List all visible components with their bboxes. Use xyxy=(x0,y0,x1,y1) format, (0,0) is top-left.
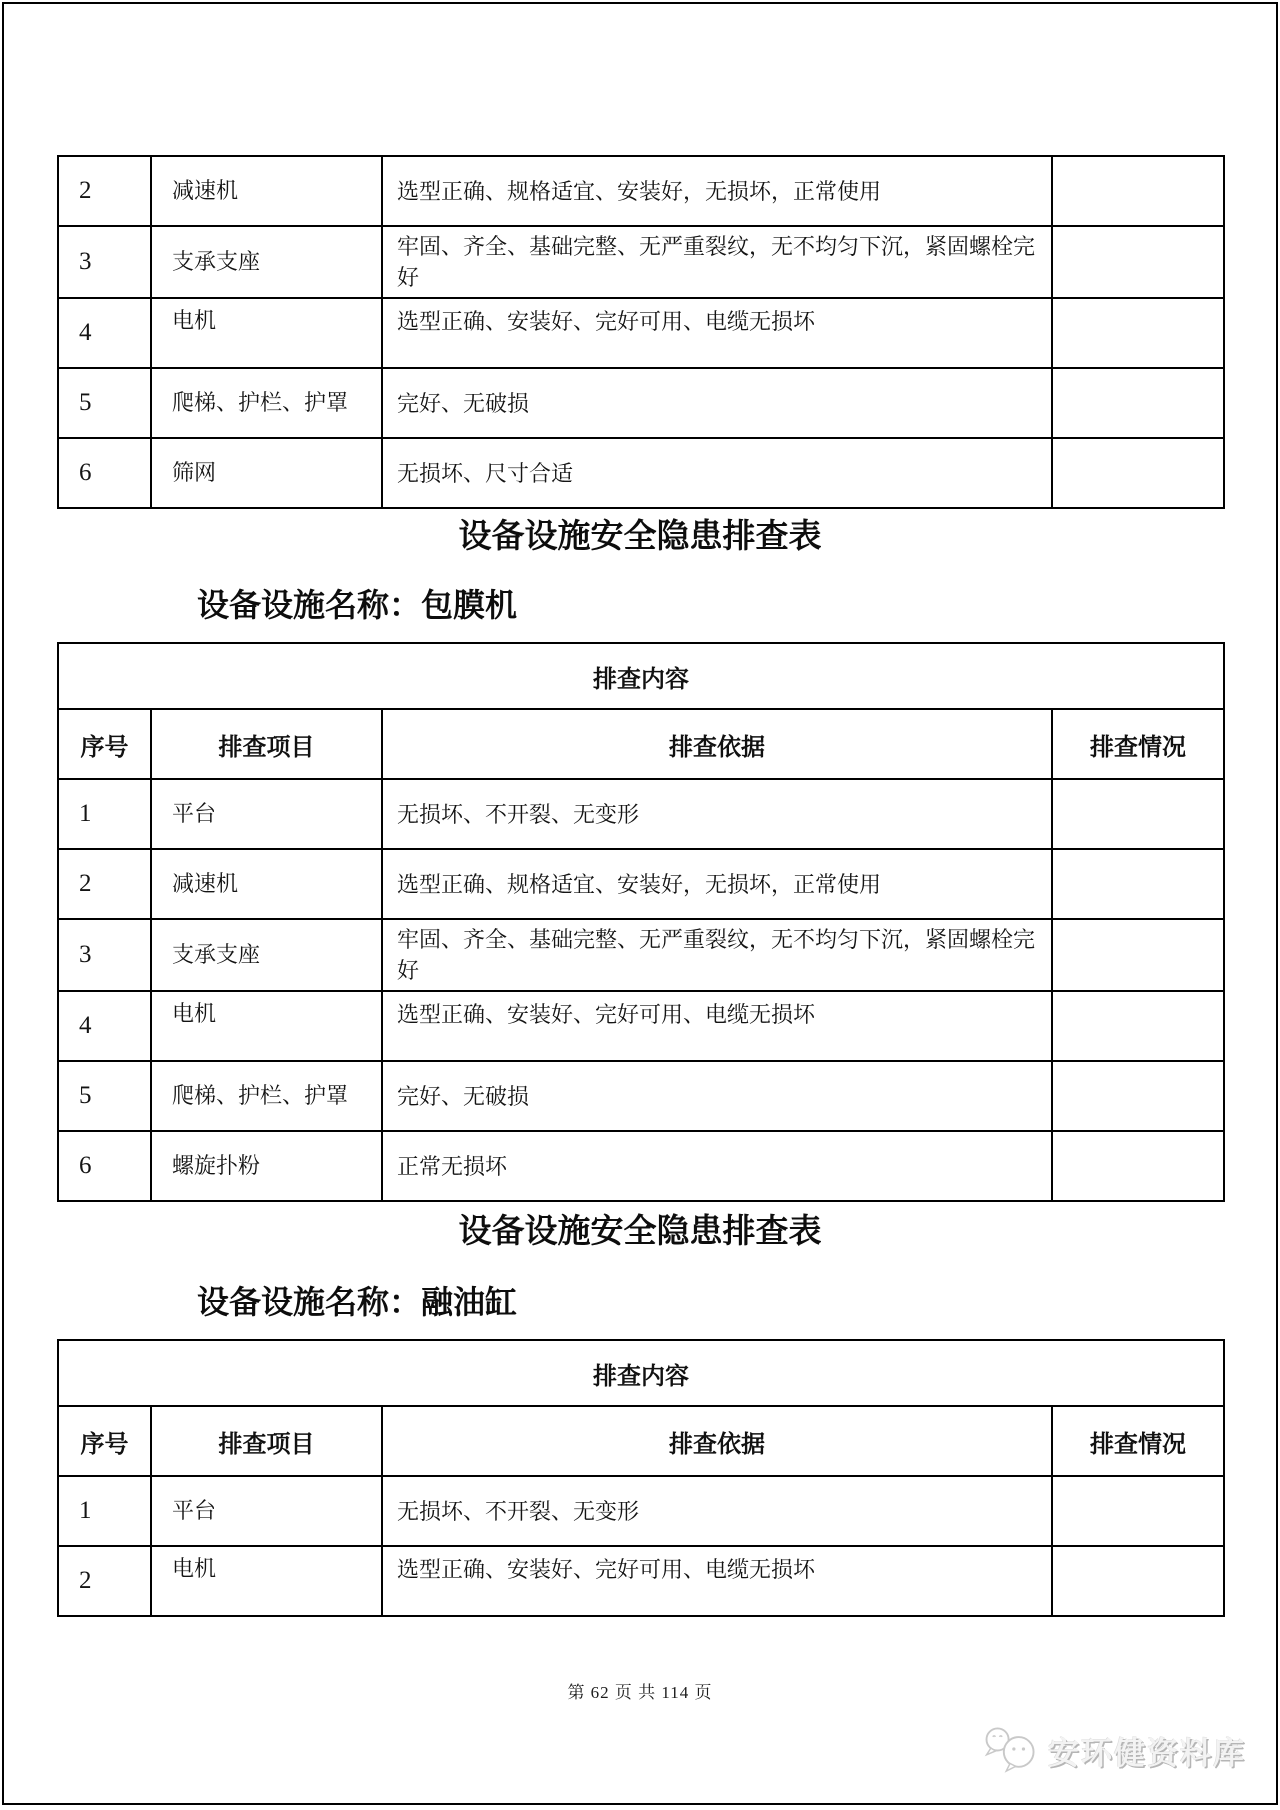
device-name: 设备设施名称：融油缸 xyxy=(197,1284,518,1320)
watermark xyxy=(982,1726,1246,1774)
row-no-cell: 5 xyxy=(58,1061,151,1131)
table-row xyxy=(58,849,1224,919)
col-header-item: 排查项目 xyxy=(151,709,382,779)
col-header-basis: 排查依据 xyxy=(382,709,1052,779)
status-cell xyxy=(1052,368,1224,438)
table-row xyxy=(58,438,1224,508)
content-header: 排查内容 xyxy=(58,1340,1224,1406)
row-no-cell: 2 xyxy=(58,849,151,919)
row-no-cell: 6 xyxy=(58,1131,151,1201)
table-row xyxy=(58,919,1224,991)
row-no-cell: 2 xyxy=(58,156,151,226)
status-cell xyxy=(1052,226,1224,298)
table-row xyxy=(58,368,1224,438)
wechat-icon xyxy=(982,1726,1040,1774)
item-cell: 爬梯、护栏、护罩 xyxy=(151,1061,382,1131)
table-row xyxy=(58,991,1224,1061)
table-title: 设备设施安全隐患排查表 xyxy=(458,519,822,555)
table-row xyxy=(58,1476,1224,1546)
status-cell xyxy=(1052,298,1224,368)
col-header-basis: 排查依据 xyxy=(382,1406,1052,1476)
item-cell: 支承支座 xyxy=(151,919,382,991)
basis-cell: 牢固、齐全、基础完整、无严重裂纹，无不均匀下沉，紧固螺栓完好 xyxy=(382,226,1052,298)
watermark-text: 安环健资料库 xyxy=(1048,1735,1246,1771)
basis-cell: 无损坏、不开裂、无变形 xyxy=(382,779,1052,849)
basis-cell: 选型正确、规格适宜、安装好，无损坏，正常使用 xyxy=(382,849,1052,919)
inspection-table-rongyougang xyxy=(57,1339,1225,1617)
table-row xyxy=(58,298,1224,368)
row-no-cell: 2 xyxy=(58,1546,151,1616)
item-cell: 平台 xyxy=(151,779,382,849)
table-row xyxy=(58,156,1224,226)
status-cell xyxy=(1052,1061,1224,1131)
row-no-cell: 3 xyxy=(58,226,151,298)
inspection-table-continuation xyxy=(57,155,1225,509)
row-no-cell: 4 xyxy=(58,298,151,368)
item-cell: 支承支座 xyxy=(151,226,382,298)
basis-cell: 选型正确、安装好、完好可用、电缆无损坏 xyxy=(382,1546,1052,1616)
content-header: 排查内容 xyxy=(58,643,1224,709)
col-header-no: 序号 xyxy=(58,1406,151,1476)
row-no-cell: 1 xyxy=(58,1476,151,1546)
status-cell xyxy=(1052,1546,1224,1616)
page-number: 第 62 页 共 114 页 xyxy=(567,1683,713,1702)
status-cell xyxy=(1052,991,1224,1061)
status-cell xyxy=(1052,779,1224,849)
item-cell: 螺旋扑粉 xyxy=(151,1131,382,1201)
device-name: 设备设施名称：包膜机 xyxy=(197,587,518,623)
basis-cell: 选型正确、安装好、完好可用、电缆无损坏 xyxy=(382,298,1052,368)
item-cell: 电机 xyxy=(151,298,382,368)
row-no-cell: 1 xyxy=(58,779,151,849)
status-cell xyxy=(1052,919,1224,991)
item-cell: 电机 xyxy=(151,991,382,1061)
basis-cell: 完好、无破损 xyxy=(382,368,1052,438)
col-header-status: 排查情况 xyxy=(1052,709,1224,779)
basis-cell: 选型正确、规格适宜、安装好，无损坏，正常使用 xyxy=(382,156,1052,226)
col-header-item: 排查项目 xyxy=(151,1406,382,1476)
item-cell: 减速机 xyxy=(151,156,382,226)
inspection-table-baomoji xyxy=(57,642,1225,1202)
basis-cell: 无损坏、不开裂、无变形 xyxy=(382,1476,1052,1546)
item-cell: 筛网 xyxy=(151,438,382,508)
item-cell: 减速机 xyxy=(151,849,382,919)
status-cell xyxy=(1052,849,1224,919)
item-cell: 电机 xyxy=(151,1546,382,1616)
row-no-cell: 5 xyxy=(58,368,151,438)
basis-cell: 无损坏、尺寸合适 xyxy=(382,438,1052,508)
table-row xyxy=(58,1546,1224,1616)
table-row xyxy=(58,226,1224,298)
status-cell xyxy=(1052,1476,1224,1546)
row-no-cell: 4 xyxy=(58,991,151,1061)
basis-cell: 牢固、齐全、基础完整、无严重裂纹，无不均匀下沉，紧固螺栓完好 xyxy=(382,919,1052,991)
item-cell: 爬梯、护栏、护罩 xyxy=(151,368,382,438)
status-cell xyxy=(1052,156,1224,226)
basis-cell: 正常无损坏 xyxy=(382,1131,1052,1201)
table-row xyxy=(58,1131,1224,1201)
col-header-no: 序号 xyxy=(58,709,151,779)
item-cell: 平台 xyxy=(151,1476,382,1546)
basis-cell: 完好、无破损 xyxy=(382,1061,1052,1131)
table-row xyxy=(58,1061,1224,1131)
basis-cell: 选型正确、安装好、完好可用、电缆无损坏 xyxy=(382,991,1052,1061)
row-no-cell: 3 xyxy=(58,919,151,991)
status-cell xyxy=(1052,438,1224,508)
table-title: 设备设施安全隐患排查表 xyxy=(458,1214,822,1250)
status-cell xyxy=(1052,1131,1224,1201)
table-row xyxy=(58,779,1224,849)
col-header-status: 排查情况 xyxy=(1052,1406,1224,1476)
row-no-cell: 6 xyxy=(58,438,151,508)
